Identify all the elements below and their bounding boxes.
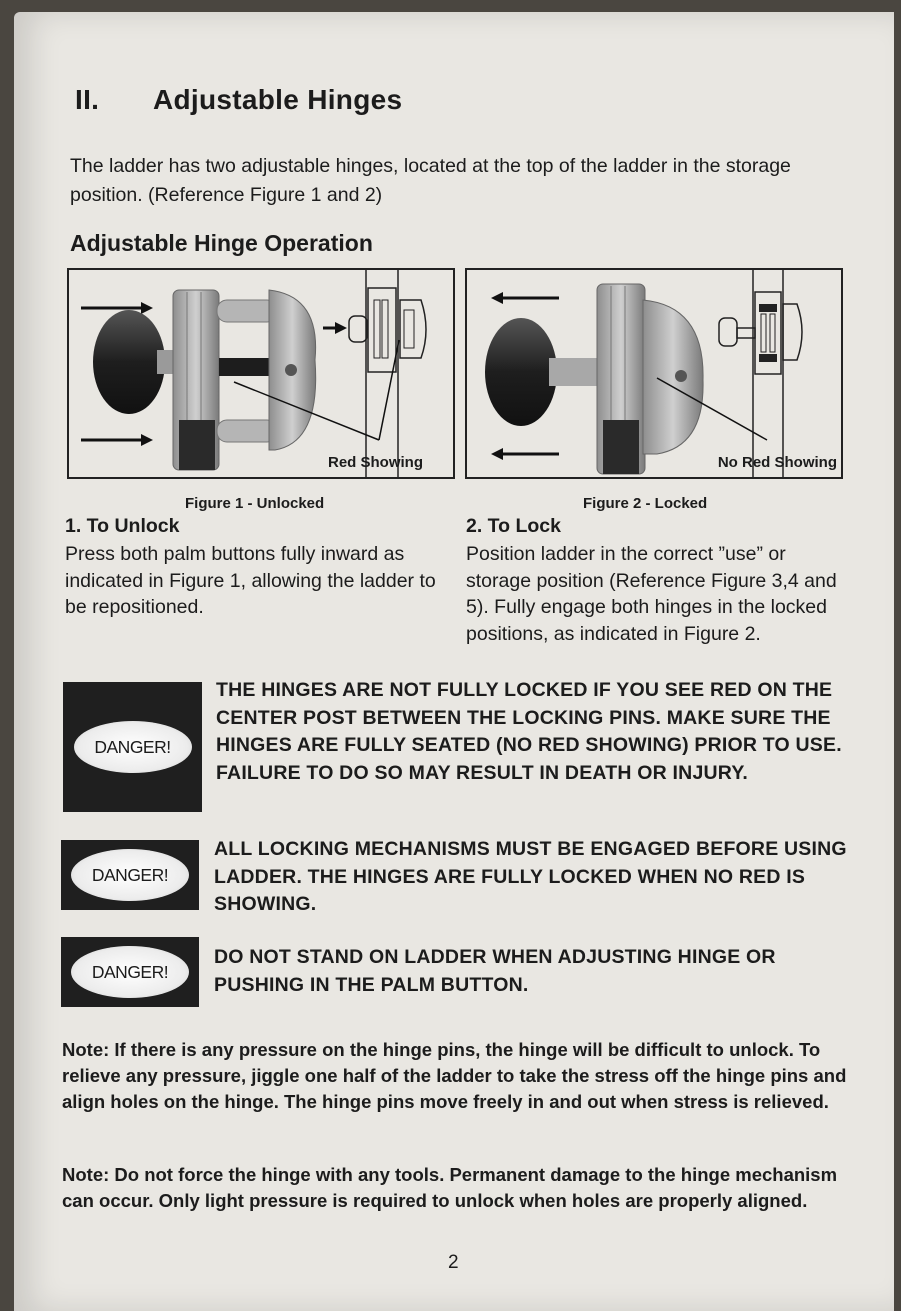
step-1-body: Press both palm buttons fully inward as indicated in Figure 1, allowing the ladder to be repositioned.: [65, 543, 436, 618]
figure-2-callout: No Red Showing: [717, 454, 837, 471]
danger-badge-1: [63, 682, 202, 812]
danger-badge-2: [61, 840, 199, 910]
danger-badge-3: [61, 937, 199, 1007]
danger-warning-3: DO NOT STAND ON LADDER WHEN ADJUSTING HINGE OR PUSHING IN THE PALM BUTTON.: [214, 946, 776, 996]
step-1-title: 1. To Unlock: [65, 515, 180, 537]
figure-2-caption: Figure 2 - Locked: [583, 495, 708, 512]
figure-1-unlocked: [67, 268, 455, 479]
danger-warning-2: ALL LOCKING MECHANISMS MUST BE ENGAGED BEFORE USING LADDER. THE HINGES ARE FULLY LOCKED WHEN NO RED IS SHOWING.: [214, 838, 847, 915]
section-heading: [75, 84, 402, 116]
step-2-title: 2. To Lock: [466, 515, 561, 537]
note-tools: Note: Do not force the hinge with any tools. Permanent damage to the hinge mechanism can occur. Only light pressure is required to unlock when holes are properly aligned.: [62, 1164, 838, 1211]
danger-label-1: DANGER!: [74, 721, 192, 773]
intro-paragraph: The ladder has two adjustable hinges, located at the top of the ladder in the storage position. (Reference Figure 1 and 2): [70, 155, 791, 206]
section-number: II.: [75, 84, 100, 115]
danger-label-2: DANGER!: [71, 849, 189, 901]
section-title: Adjustable Hinges: [153, 84, 403, 115]
hinge-locked-illustration: [467, 270, 841, 477]
figure-2-locked: [465, 268, 843, 479]
danger-label-3: DANGER!: [71, 946, 189, 998]
page-number: 2: [448, 1252, 459, 1273]
figure-1-caption: Figure 1 - Unlocked: [185, 495, 325, 512]
figure-1-callout: Red Showing: [328, 454, 423, 471]
operation-subheading: Adjustable Hinge Operation: [70, 230, 373, 256]
hinge-unlocked-illustration: [69, 270, 453, 477]
danger-warning-1: THE HINGES ARE NOT FULLY LOCKED IF YOU SEE RED ON THE CENTER POST BETWEEN THE LOCKING PINS. MAKE SURE THE HINGES ARE FULLY SEATED (NO RED SHOWING) PRIOR TO USE. FAILURE TO DO SO MAY RESULT IN DEATH OR INJURY.: [216, 679, 842, 784]
note-pressure: Note: If there is any pressure on the hinge pins, the hinge will be difficult to unlock. To relieve any pressure, jiggle one half of the ladder to take the stress off the hinge pins and align holes on the hinge. The hinge pins move freely in and out when stress is relieved.: [62, 1039, 847, 1112]
step-2-body: Position ladder in the correct ”use” or storage position (Reference Figure 3,4 and 5). Fully engage both hinges in the locked positions, as indicated in Figure 2.: [466, 543, 837, 645]
